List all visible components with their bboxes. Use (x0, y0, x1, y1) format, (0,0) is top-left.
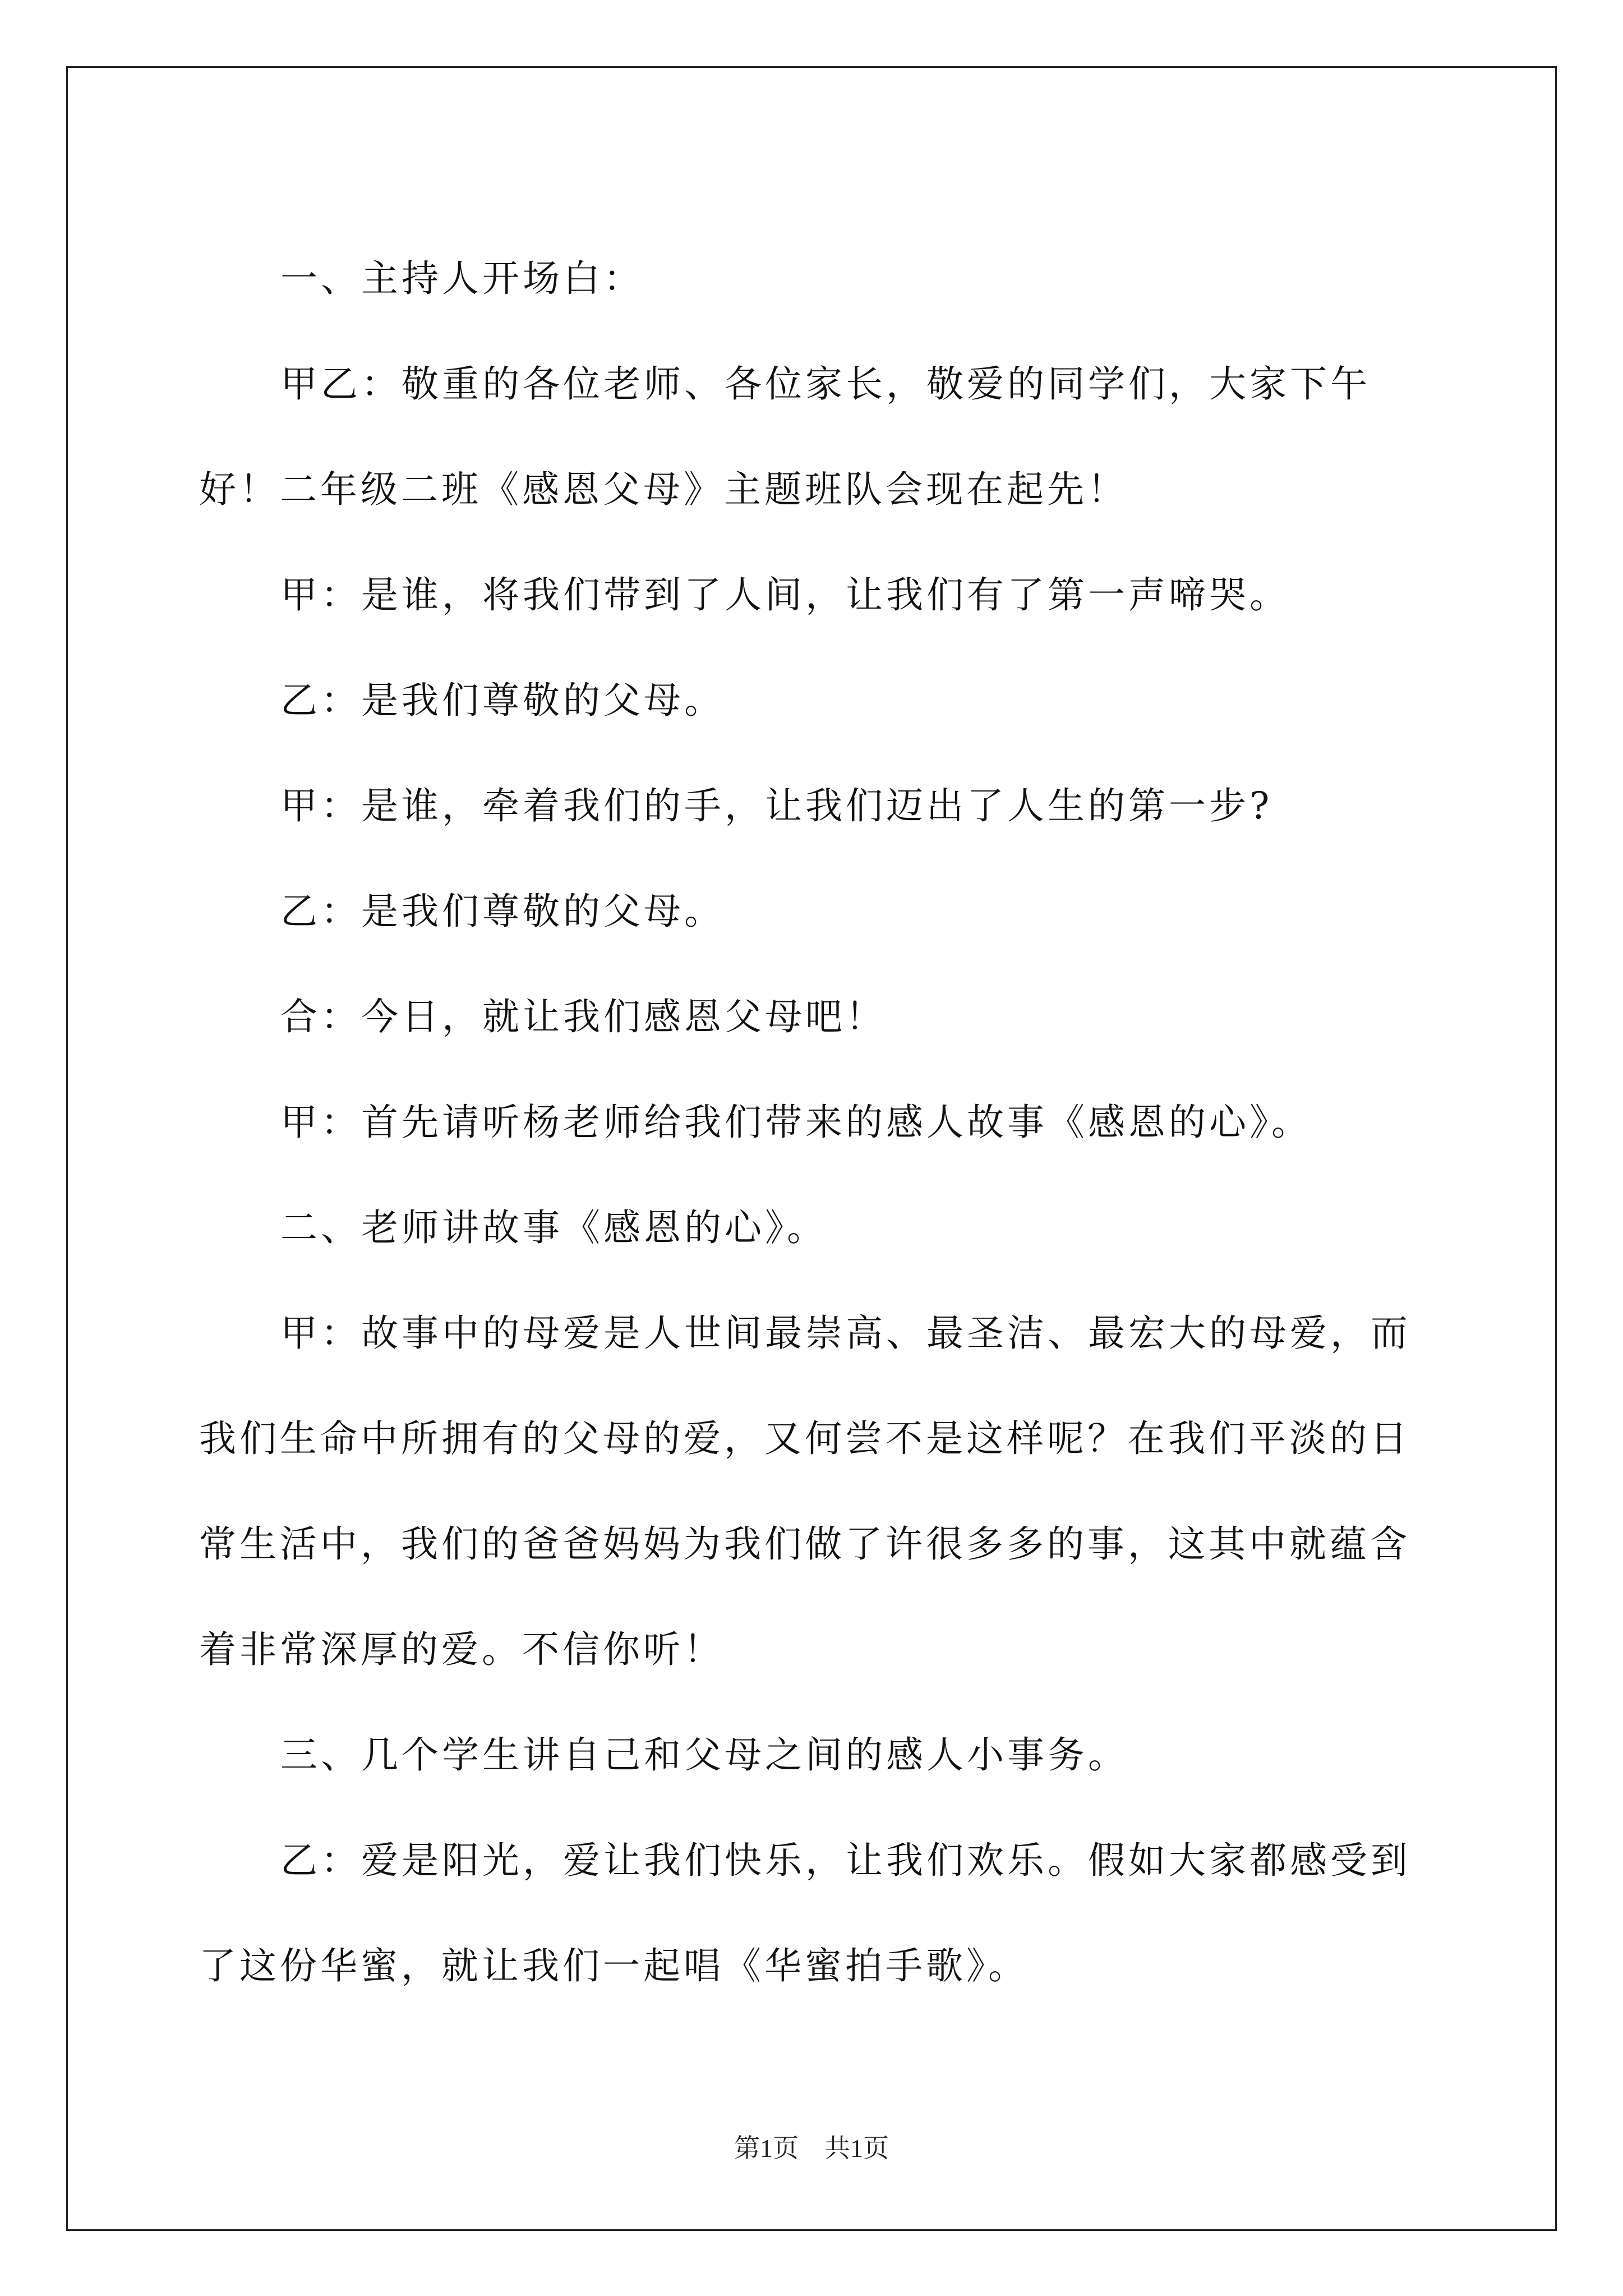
paragraph: 甲：是谁，将我们带到了人间，让我们有了第一声啼哭。 (280, 573, 1290, 616)
paragraph: 乙：是我们尊敬的父母。 (280, 679, 725, 722)
paragraph: 甲：是谁，牵着我们的手，让我们迈出了人生的第一步? (280, 784, 1273, 827)
paragraph-opening: 甲乙：敬重的各位老师、各位家长，敬爱的同学们，大家下午好！二年级二班《感恩父母》主题班队会现在起先！ (199, 362, 1371, 511)
paragraph: 乙：爱是阳光，爱让我们快乐，让我们欢乐。假如大家都感受到了这份华蜜，就让我们一起唱《华蜜拍手歌》。 (199, 1839, 1411, 1987)
document-body (199, 226, 1433, 2019)
paragraph-heading-1: 一、主持人开场白： (280, 257, 644, 300)
paragraph: 甲：首先请听杨老师给我们带来的感人故事《感恩的心》。 (280, 1101, 1312, 1144)
paragraph-heading-3: 三、几个学生讲自己和父母之间的感人小事务。 (280, 1733, 1128, 1777)
paragraph: 甲：故事中的母爱是人世间最崇高、最圣洁、最宏大的母爱，而我们生命中所拥有的父母的爱，又何尝不是这样呢？在我们平淡的日常生活中，我们的爸爸妈妈为我们做了许很多多的事，这其中就蕴含着非常深厚的爱。不信你听！ (199, 1312, 1411, 1671)
paragraph: 乙：是我们尊敬的父母。 (280, 890, 725, 933)
paragraph-heading-2: 二、老师讲故事《感恩的心》。 (280, 1206, 827, 1249)
page-number-footer: 第1页 共1页 (734, 2134, 889, 2162)
paragraph: 合：今日，就让我们感恩父母吧！ (280, 995, 886, 1038)
